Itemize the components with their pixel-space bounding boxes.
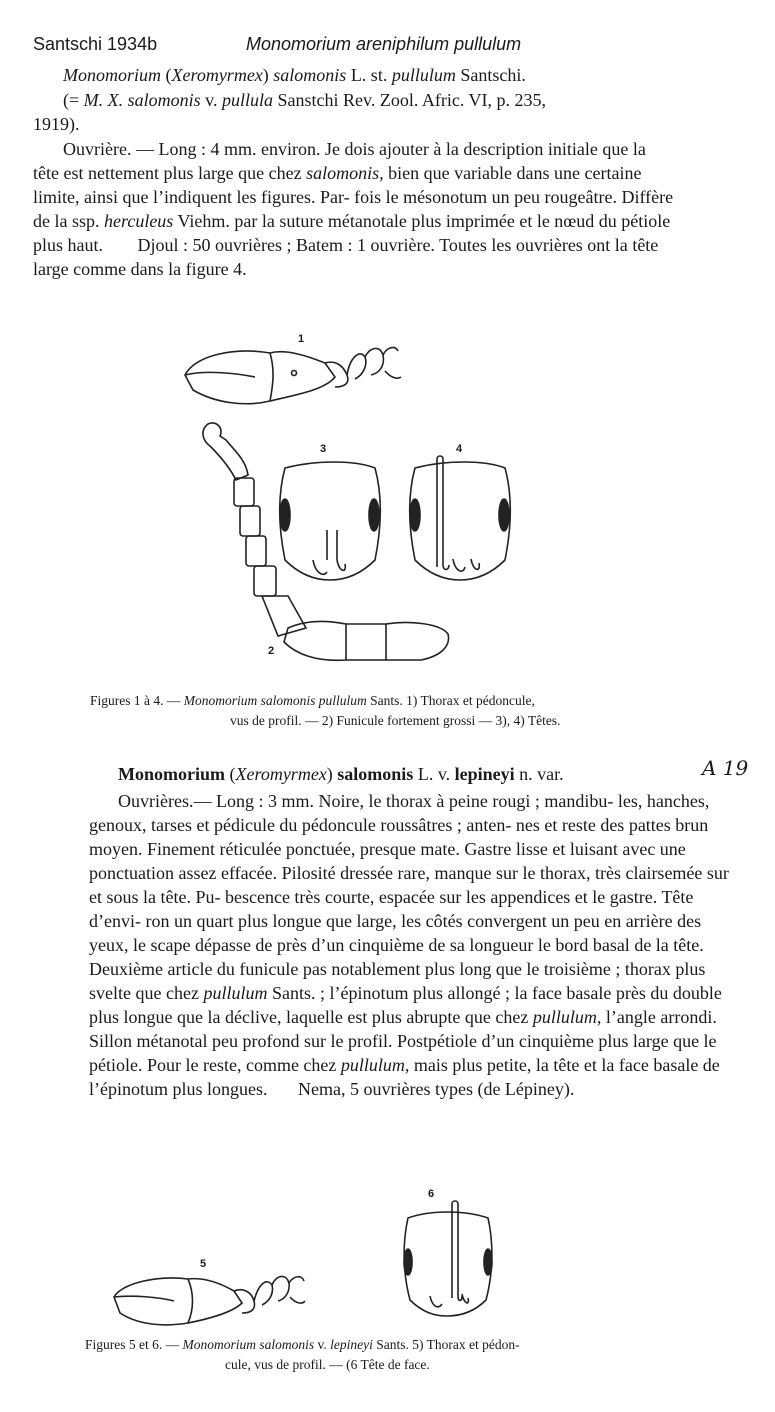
synonymy-line: (= M. X. salomonis v. pullula Sanstchi Rev. Zool. Afric. VI, p. 235, bbox=[63, 90, 546, 110]
figure-5-6-caption: Figures 5 et 6. — Monomorium salomonis v. lepineyi Sants. 5) Thorax et pédon- cule, vus de profil. — (6 Tête de face. bbox=[85, 1337, 520, 1372]
desc-line: que le pétiole. Pour le reste, comme chez pullulum, mais plus petite, la bbox=[89, 1031, 717, 1075]
figure-label: 5 bbox=[200, 1258, 207, 1270]
figure-label: 3 bbox=[320, 443, 327, 455]
desc-line: initiale que la tête est nettement plus large que chez salomonis, bien que bbox=[33, 139, 646, 183]
desc-line: dressée rare, manque sur le thorax, très clairsemée sur et sous la tête. Pu- bbox=[89, 863, 729, 907]
desc-line: tête et la face basale de l’épinotum plus longues. bbox=[89, 1055, 720, 1099]
desc-line: Nema, 5 ouvrières types (de Lépiney). bbox=[298, 1079, 575, 1099]
figure-1-thorax-profile bbox=[175, 335, 405, 415]
taxon-title: Monomorium areniphilum pullulum bbox=[246, 34, 522, 54]
handwritten-note: A 19 bbox=[702, 756, 749, 780]
figure-3-head bbox=[275, 460, 385, 585]
author-year: Santschi 1934b bbox=[33, 34, 158, 54]
desc-line: des yeux, le scape dépasse de près d’un cinquième de sa longueur le bord bbox=[89, 911, 702, 955]
desc-line: métanotal peu profond sur le profil. Postpétiole d’un cinquième plus large bbox=[136, 1031, 669, 1051]
figure-label: 1 bbox=[298, 333, 305, 345]
figure-4-head bbox=[405, 455, 515, 585]
figure-label: 2 bbox=[268, 645, 275, 657]
desc-line: Ouvrière. — Long : 4 mm. environ. Je dois ajouter à la description bbox=[63, 139, 544, 159]
figure-label: 4 bbox=[456, 443, 463, 455]
section1-description bbox=[33, 137, 676, 281]
section1-title: Monomorium (Xeromyrmex) salomonis L. st. pullulum Santschi. bbox=[63, 65, 526, 85]
desc-line: mate. Gastre lisse et luisant avec une ponctuation assez effacée. Pilosité bbox=[89, 839, 686, 883]
desc-line: variable dans une certaine limite, ainsi que l’indiquent les figures. Par- bbox=[33, 163, 642, 207]
synonymy-year: 1919). bbox=[33, 114, 80, 134]
desc-line: nes et reste des pattes brun moyen. Finement réticulée ponctuée, presque bbox=[89, 815, 709, 859]
desc-line: bescence très courte, espacée sur les appendices et le gastre. Tête d’envi- bbox=[89, 887, 694, 931]
desc-line: fois le mésonotum un peu rougeâtre. Diffère de la ssp. herculeus Viehm. bbox=[33, 187, 674, 231]
figure-6-head bbox=[400, 1200, 495, 1320]
desc-line: ron un quart plus longue que large, les côtés convergent un peu en arrière bbox=[145, 911, 673, 931]
desc-line: Djoul : 50 ouvrières ; Batem : 1 ouvrière. Toutes les ouvrières ont la bbox=[137, 235, 628, 255]
desc-line: les, hanches, genoux, tarses et pédicule du pédoncule roussâtres ; anten- bbox=[89, 791, 710, 835]
desc-line: basal de la tête. Deuxième article du funicule pas notablement plus long bbox=[89, 935, 704, 979]
figure-label: 6 bbox=[428, 1188, 435, 1200]
desc-line: par la suture métanotale plus imprimée et le nœud du pétiole plus haut. bbox=[33, 211, 671, 255]
desc-line: tête large comme dans la figure 4. bbox=[33, 235, 659, 279]
desc-line: laquelle est plus abrupte que chez pullulum, l’angle arrondi. Sillon bbox=[89, 1007, 717, 1051]
desc-line: que le troisième ; thorax plus svelte que chez pullulum Sants. ; l’épinotum bbox=[89, 959, 706, 1003]
figure-5-thorax-profile bbox=[108, 1265, 308, 1330]
page-header bbox=[33, 34, 522, 55]
desc-line: Ouvrières.— Long : 3 mm. Noire, le thorax à peine rougi ; mandibu- bbox=[118, 791, 614, 811]
desc-line: plus allongé ; la face basale près du double plus longue que la déclive, bbox=[89, 983, 722, 1027]
section2-description bbox=[89, 789, 730, 1101]
section2-title: Monomorium (Xeromyrmex) salomonis L. v. lepineyi n. var. bbox=[118, 764, 564, 784]
figure-1-4-caption: Figures 1 à 4. — Monomorium salomonis pullulum Sants. 1) Thorax et pédoncule, vus de profil. — 2) Funicule fortement grossi — 3), 4) Têtes. bbox=[90, 693, 561, 728]
